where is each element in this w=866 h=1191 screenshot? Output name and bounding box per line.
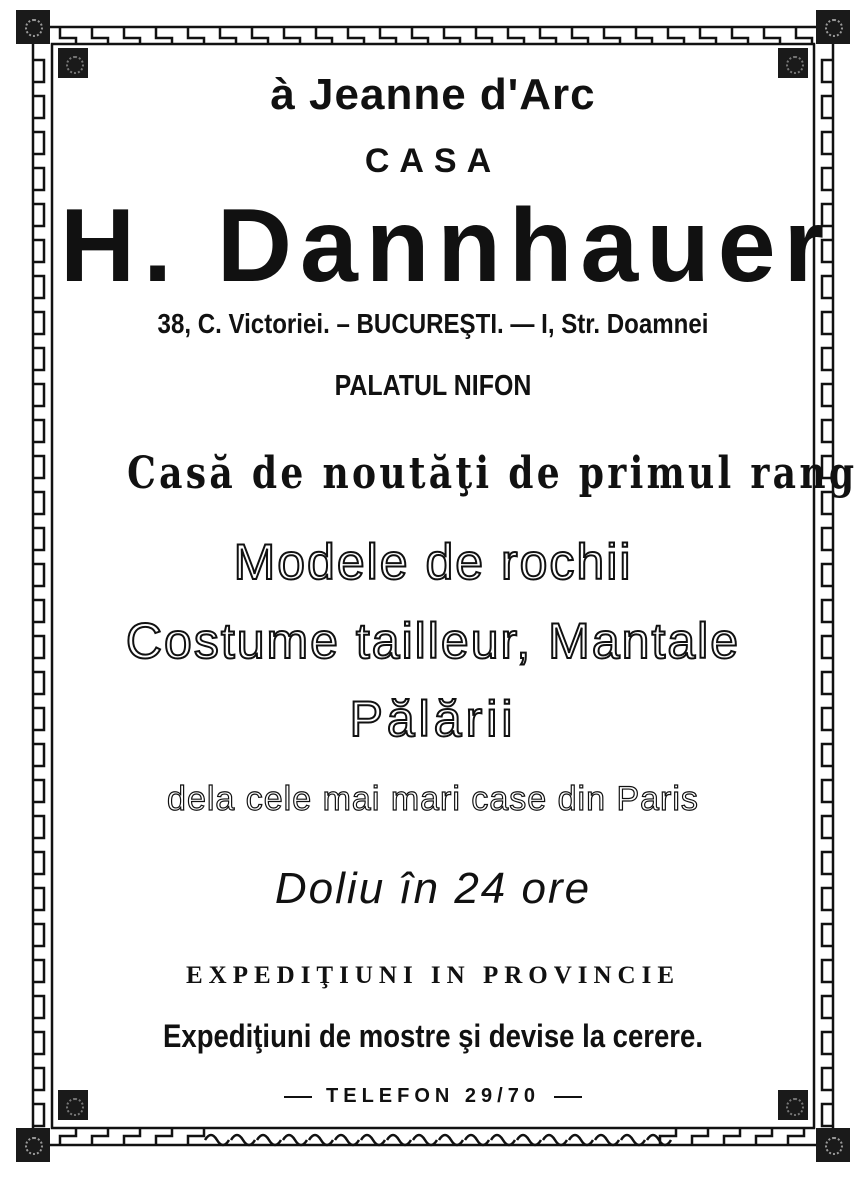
corner-ornament-top-left: [16, 10, 50, 44]
offer-palarii: Pălării: [349, 691, 517, 747]
telephone: [60, 1085, 806, 1108]
origin-paris: dela cele mai mari case din Paris: [167, 780, 699, 818]
shipping-provinces: EXPEDIŢIUNI IN PROVINCIE: [185, 962, 681, 989]
doliu-service: Doliu în 24 ore: [274, 864, 592, 913]
telephone-text: TELEFON 29/70: [326, 1085, 540, 1107]
offer-modele: Modele de rochii: [233, 534, 633, 590]
building-name: PALATUL NIFON: [334, 370, 532, 402]
corner-ornament-top-right: [816, 10, 850, 44]
shop-name: H. Dannhauer: [60, 188, 833, 304]
corner-ornament-bottom-right: [816, 1128, 850, 1162]
corner-ornament-bottom-left: [16, 1128, 50, 1162]
samples-notice: Expediţiuni de mostre şi devise la cerere.: [163, 1018, 703, 1054]
dash-right: [554, 1096, 582, 1098]
casa-label: CASA: [364, 142, 502, 180]
shop-subtitle: à Jeanne d'Arc: [270, 70, 596, 119]
headline-noutati: Casă de noutăţi de primul rang: [127, 448, 858, 499]
address: 38, C. Victoriei. – BUCUREŞTI. — I, Str. Doamnei: [157, 308, 709, 339]
dash-left: [284, 1096, 312, 1098]
offer-costume: Costume tailleur, Mantale: [125, 613, 741, 669]
